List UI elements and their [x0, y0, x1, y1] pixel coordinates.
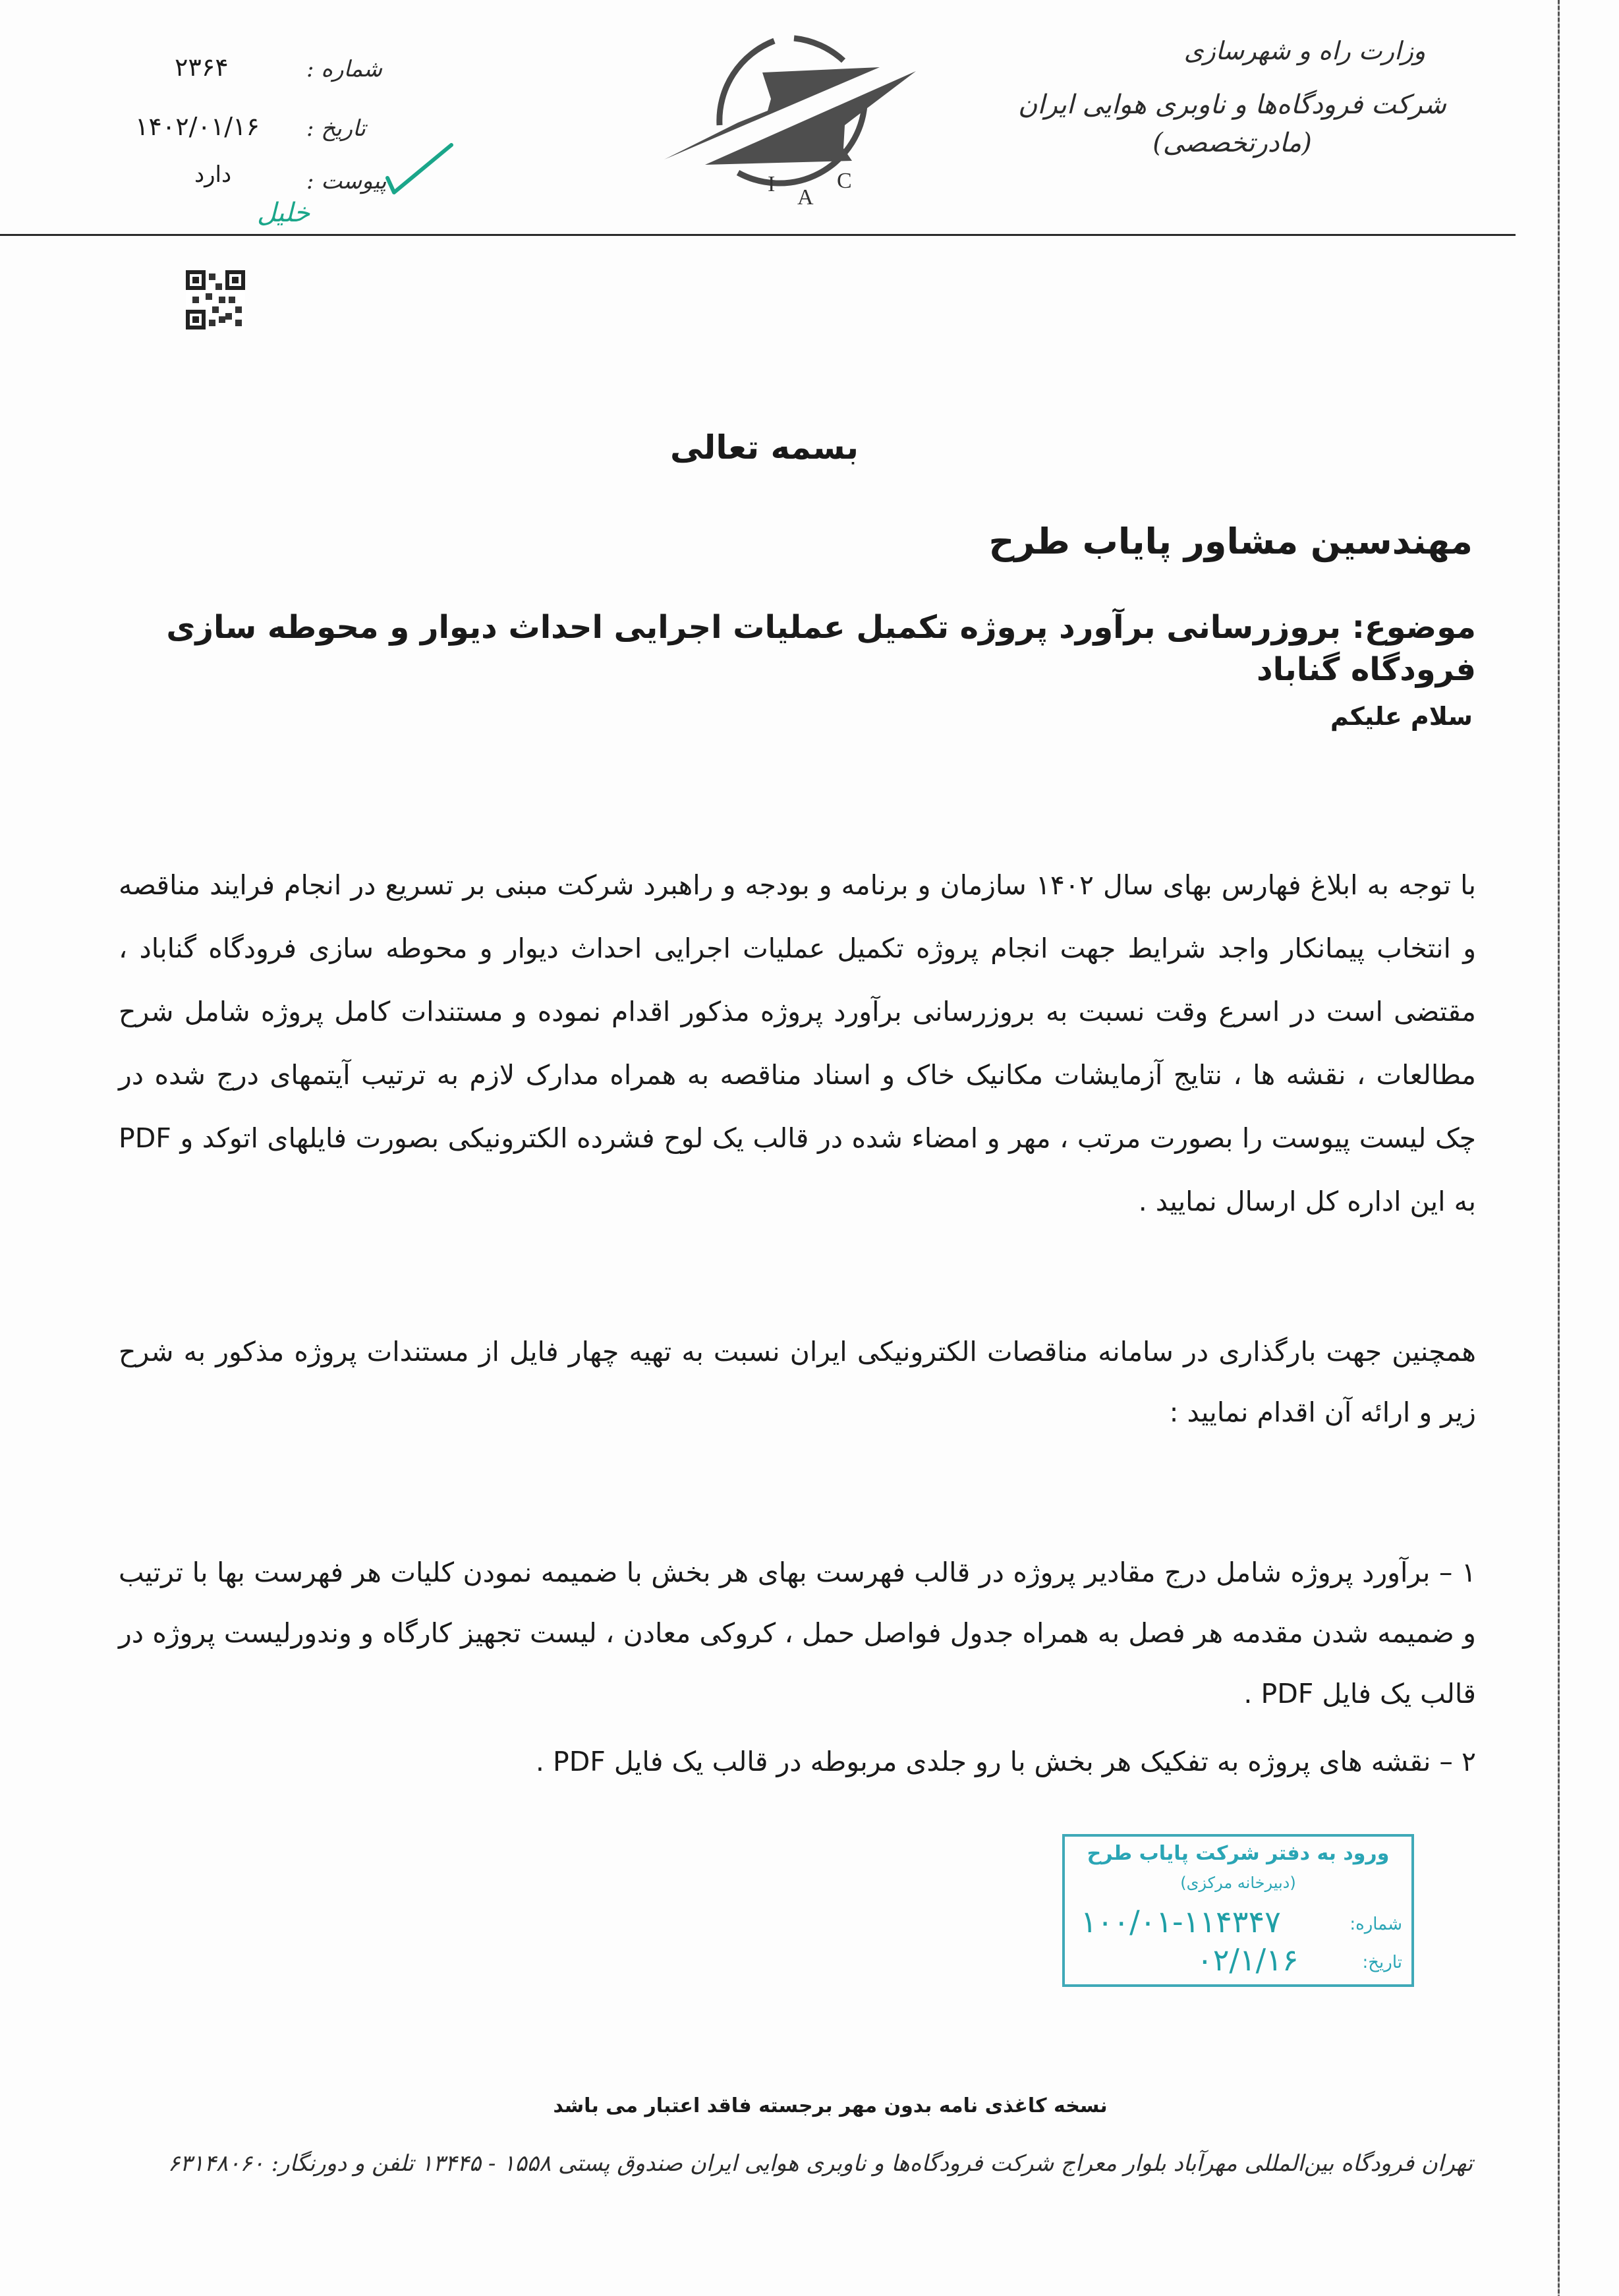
- ministry-name: وزارت راه و شهرسازی: [1183, 36, 1426, 65]
- body-paragraph-1: با توجه به ابلاغ فهارس بهای سال ۱۴۰۲ سازمان و برنامه و بودجه و راهبرد شرکت مبنی بر تسریع در انجام فرایند مناقصه و انتخاب پیمانکار واجد شرایط جهت انجام پروژه تکمیل عملیات اجرایی احداث دیوار و محوطه سازی فرودگاه گناباد ، مقتضی است در اسرع وقت نسبت به بروزرسانی برآورد پروژه مذکور اقدام نموده و مستندات کامل پروژه شامل شرح مطالعات ، نقشه ها ، نتایج آزمایشات مکانیک خاک و اسناد مناقصه به همراه مدارک لازم به ترتیب آیتمهای درج شده در چک لیست پیوست را بصورت مرتب ، مهر و امضاء شده در قالب یک لوح فشرده الکترونیکی بصورت فایلهای اتوکد و PDF به این اداره کل ارسال نمایید .: [119, 869, 1476, 1217]
- footer-disclaimer: نسخه کاغذی نامه بدون مهر برجسته فاقد اعتبار می باشد: [553, 2094, 1108, 2117]
- page-edge-border: [1558, 0, 1560, 2296]
- stamp-date-value: ۰۲/۱/۱۶: [1197, 1942, 1299, 1978]
- footer-address: تهران فرودگاه بین‌المللی مهرآباد بلوار معراج شرکت فرودگاه‌ها و ناوبری هوایی ایران صندوق پستی ۱۵۵۸ - ۱۳۴۴۵ تلفن و دورنگار: ۶۳۱۴۸۰۶۰: [167, 2150, 1473, 2177]
- header-divider: [0, 234, 1516, 236]
- handwritten-note: خلیل: [257, 198, 310, 228]
- list-item: ۲ – نقشه های پروژه به تفکیک هر بخش با رو جلدی مربوطه در قالب یک فایل PDF .: [535, 1746, 1476, 1777]
- stamp-number-label: شماره:: [1349, 1914, 1402, 1934]
- qr-code-icon: [186, 270, 245, 330]
- greeting: سلام علیکم: [1330, 702, 1473, 731]
- logo-letters: I: [768, 172, 776, 196]
- letter-number-label: شماره :: [306, 56, 382, 82]
- company-logo: [639, 26, 949, 224]
- bismillah-heading: بسمه تعالی: [669, 428, 859, 467]
- received-stamp: [1062, 1834, 1414, 1987]
- svg-text:A: A: [797, 185, 814, 210]
- body-paragraph-2: همچنین جهت بارگذاری در سامانه مناقصات الکترونیکی ایران نسبت به تهیه چهار فایل از مستندات پروژه مذکور به شرح زیر و ارائه آن اقدام نمایید :: [119, 1336, 1476, 1428]
- stamp-number-value: ۱۰۰/۰۱-۱۱۴۳۴۷: [1081, 1904, 1281, 1939]
- checkmark-icon: [382, 138, 455, 198]
- stamp-subtitle: (دبیرخانه مرکزی): [1180, 1874, 1296, 1892]
- recipient: مهندسین مشاور پایاب طرح: [988, 521, 1473, 562]
- letter-number-value: ۲۳۶۴: [175, 53, 229, 82]
- letter-date-label: تاریخ :: [306, 115, 366, 142]
- company-name: شرکت فرودگاه‌ها و ناوبری هوایی ایران (مادرتخصصی): [1018, 90, 1446, 158]
- stamp-date-label: تاریخ:: [1362, 1953, 1402, 1972]
- stamp-title: ورود به دفتر شرکت پایاب طرح: [1087, 1842, 1390, 1865]
- attachment-value: دارد: [194, 161, 232, 188]
- letter-date-value: ۱۴۰۲/۰۱/۱۶: [135, 112, 260, 141]
- iac-logo-icon: [639, 26, 949, 224]
- subject-line: موضوع: بروزرسانی برآورد پروژه تکمیل عملیات اجرایی احداث دیوار و محوطه سازی فرودگاه گناباد: [166, 609, 1476, 688]
- attachment-label: پیوست :: [306, 168, 387, 194]
- list-item: ۱ – برآورد پروژه شامل درج مقادیر پروژه در قالب فهرست بهای هر بخش با ضمیمه نمودن کلیات هر فهرست بها با ترتیب و ضمیمه شدن مقدمه هر فصل به همراه جدول فواصل حمل ، کروکی معادن ، لیست تجهیز کارگاه و وندورلیست پروژه در قالب یک فایل PDF .: [119, 1557, 1476, 1709]
- svg-text:C: C: [837, 169, 852, 193]
